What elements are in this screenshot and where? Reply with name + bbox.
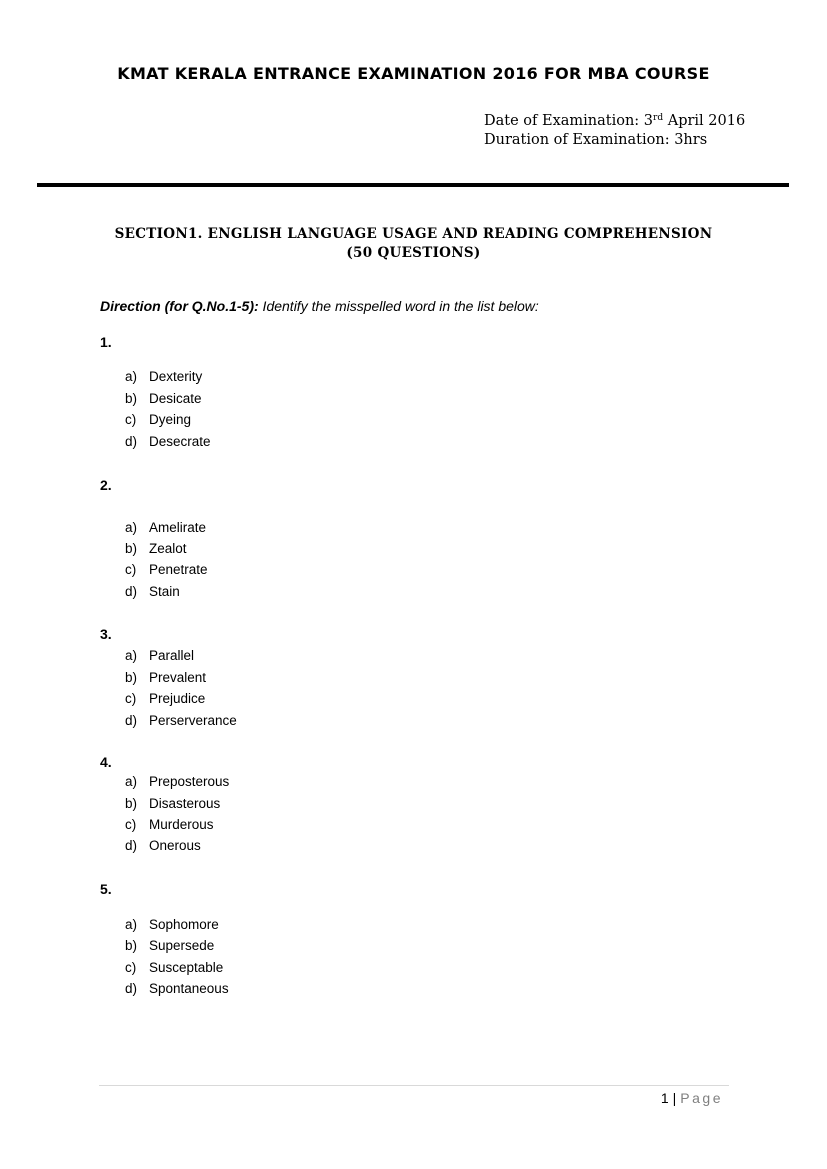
footer-divider xyxy=(99,1085,729,1086)
option: b) Disasterous xyxy=(125,796,221,811)
question-number: 1. xyxy=(100,334,112,350)
exam-meta xyxy=(484,109,745,150)
option: d) Onerous xyxy=(125,838,201,853)
direction-body: Identify the misspelled word in the list below: xyxy=(258,298,539,314)
option: a) Parallel xyxy=(125,648,195,663)
option: d) Stain xyxy=(125,584,180,599)
page-label: Page xyxy=(680,1090,723,1106)
section-title-line-2: (50 QUESTIONS) xyxy=(346,244,481,261)
date-ordinal: rd xyxy=(653,113,664,123)
exam-date: Date of Examination: 3rd April 2016 xyxy=(484,113,746,129)
option: b) Zealot xyxy=(125,541,187,556)
question-number: 2. xyxy=(100,477,112,493)
option: d) Desecrate xyxy=(125,434,211,449)
option: b) Prevalent xyxy=(125,670,207,685)
option: b) Desicate xyxy=(125,391,202,406)
option: d) Perserverance xyxy=(125,713,237,728)
option: d) Spontaneous xyxy=(125,981,229,996)
option: a) Amelirate xyxy=(125,520,207,535)
header-divider xyxy=(37,183,789,187)
option: c) Dyeing xyxy=(125,412,192,427)
footer-separator: | xyxy=(672,1090,677,1106)
question-number: 4. xyxy=(100,754,112,770)
direction-lead: Direction (for Q.No.1-5): xyxy=(100,298,259,314)
option: a) Preposterous xyxy=(125,774,230,789)
question-number: 3. xyxy=(100,626,112,642)
section-title-line-1: SECTION1. ENGLISH LANGUAGE USAGE AND READING COMPREHENSION xyxy=(114,226,713,242)
option: a) Sophomore xyxy=(125,917,219,932)
option: c) Susceptable xyxy=(125,960,224,975)
section-title xyxy=(0,225,827,262)
option: c) Prejudice xyxy=(125,691,206,706)
question-number: 5. xyxy=(100,881,112,897)
direction-text xyxy=(100,298,539,314)
exam-title: KMAT KERALA ENTRANCE EXAMINATION 2016 FOR MBA COURSE xyxy=(117,64,710,83)
option: a) Dexterity xyxy=(125,369,203,384)
page-footer xyxy=(661,1090,723,1106)
option: c) Murderous xyxy=(125,817,214,832)
page-number: 1 xyxy=(660,1090,669,1106)
exam-duration: Duration of Examination: 3hrs xyxy=(484,132,708,148)
option: c) Penetrate xyxy=(125,562,208,577)
option: b) Supersede xyxy=(125,938,215,953)
